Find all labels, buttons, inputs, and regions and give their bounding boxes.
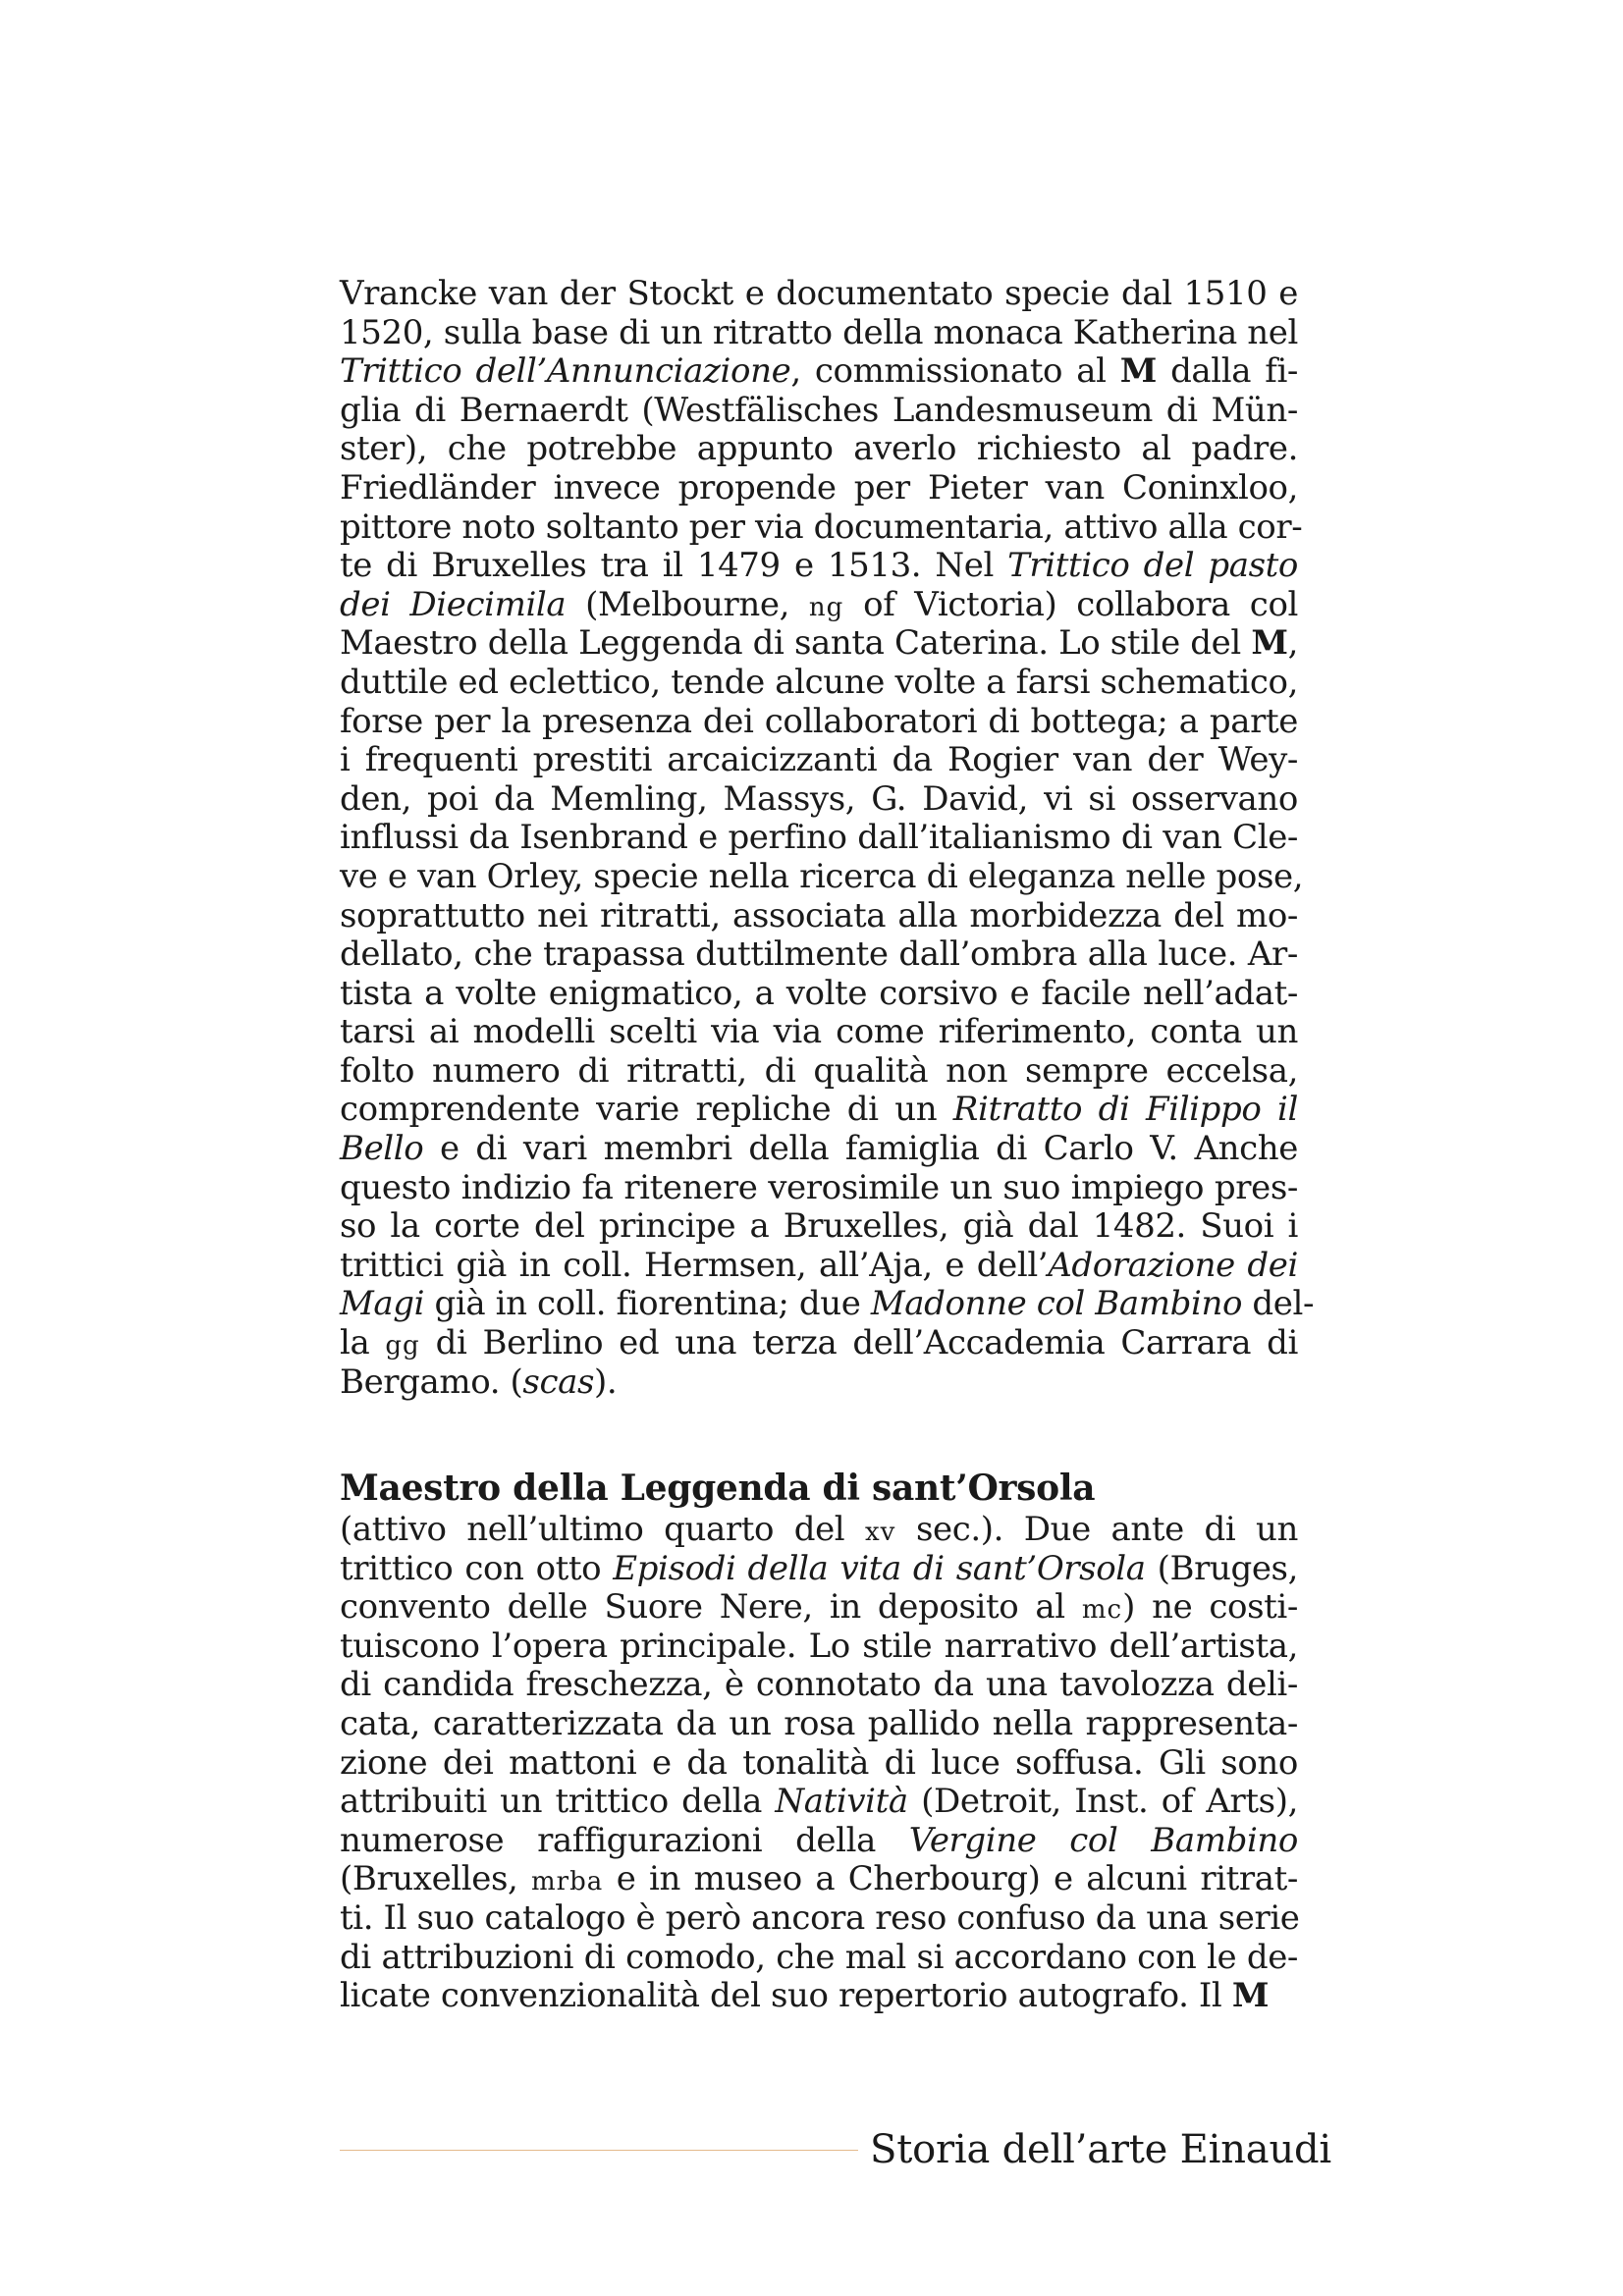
text-segment: so la corte del principe a Bruxelles, già dal 1482. Suoi i [340, 1206, 1298, 1247]
text-line [340, 275, 1298, 314]
text-line [340, 1628, 1298, 1667]
italic-title: Vergine col Bambino [908, 1820, 1298, 1860]
text-segment: forse per la presenza dei collaboratori di bottega; a parte [340, 701, 1298, 741]
text-segment: di attribuzioni di comodo, che mal si accordano con le de- [340, 1937, 1298, 1977]
text-line [340, 1169, 1298, 1208]
text-segment: zione dei mattoni e da tonalità di luce soffusa. Gli sono [340, 1742, 1298, 1783]
text-line [340, 547, 1298, 586]
small-caps-abbreviation: xv [864, 1518, 896, 1547]
text-line [340, 392, 1298, 431]
text-line [340, 1822, 1298, 1861]
italic-title: dei Diecimila [340, 584, 567, 624]
text-line [340, 624, 1298, 664]
bold-abbreviation: M [1251, 623, 1288, 664]
text-line [340, 469, 1298, 508]
entry-continuation-text [340, 274, 1315, 1402]
small-caps-abbreviation: mrba [530, 1867, 604, 1897]
text-segment: di candida freschezza, è connotato da una tavolozza deli- [340, 1665, 1298, 1705]
text-segment: già in coll. fiorentina; due [424, 1284, 871, 1324]
italic-title: Natività [775, 1782, 908, 1822]
text-line [340, 819, 1298, 858]
text-line [340, 1977, 1298, 2016]
text-line [340, 314, 1298, 353]
text-segment: influssi da Isenbrand e perfino dall’italianismo di van Cle- [340, 818, 1298, 858]
text-segment: , [1287, 623, 1298, 664]
small-caps-abbreviation: gg [385, 1331, 420, 1362]
text-line [340, 1666, 1298, 1705]
text-line [340, 352, 1298, 392]
text-segment: den, poi da Memling, Massys, G. David, vi si osservano [340, 778, 1298, 819]
text-line [340, 507, 1303, 548]
text-line [340, 1588, 1298, 1628]
text-segment: 1520, sulla base di un ritratto della monaca Katherina nel [340, 312, 1298, 352]
text-segment: la [340, 1323, 386, 1363]
italic-title: scas [522, 1362, 594, 1402]
text-line [340, 1783, 1298, 1822]
text-segment: (attivo nell’ultimo quarto del [340, 1510, 865, 1549]
text-segment: numerose raffigurazioni della [340, 1820, 909, 1860]
text-line [340, 1130, 1298, 1169]
text-segment: Vrancke van der Stockt e documentato specie dal 1510 e [340, 274, 1298, 313]
text-segment: dalla fi- [1156, 351, 1299, 392]
text-segment: ). [594, 1362, 618, 1402]
text-line [340, 586, 1298, 625]
text-line [340, 703, 1298, 742]
text-line [340, 1324, 1298, 1363]
text-line [340, 1511, 1298, 1550]
small-caps-abbreviation: mc [1081, 1595, 1123, 1626]
text-line [340, 430, 1298, 469]
text-segment: (Melbourne, [566, 584, 809, 624]
text-segment: trittico con otto [340, 1548, 614, 1588]
italic-title: Magi [340, 1284, 425, 1324]
text-line [340, 856, 1304, 897]
text-segment: duttile ed eclettico, tende alcune volte a farsi schematico, [340, 662, 1298, 702]
footer-title: Storia dell’arte Einaudi [870, 2127, 1332, 2172]
text-segment: ster), che potrebbe appunto averlo richiesto al padre. [340, 429, 1298, 469]
text-line [340, 1550, 1298, 1589]
text-line [340, 935, 1298, 975]
text-segment: glia di Bernaerdt (Westfälisches Landesmuseum di Mün- [340, 390, 1298, 430]
text-segment: sec.). Due ante di un [895, 1510, 1298, 1549]
text-segment: soprattutto nei ritratti, associata alla morbidezza del mo- [340, 895, 1298, 935]
bold-abbreviation: M [1119, 351, 1157, 392]
text-segment: pittore noto soltanto per via documentaria, attivo alla cor- [340, 507, 1303, 547]
italic-title: Adorazione dei [1048, 1245, 1298, 1285]
italic-title: Ritratto di Filippo il [952, 1090, 1298, 1130]
text-segment: (Bruxelles, [340, 1859, 531, 1899]
text-line [340, 897, 1298, 936]
text-segment: (Bruges, [1145, 1548, 1298, 1588]
text-line [340, 664, 1298, 703]
text-segment: ve e van Orley, specie nella ricerca di eleganza nelle pose, [340, 856, 1304, 896]
text-segment: Maestro della Leggenda di santa Caterina. Lo stile del [340, 623, 1252, 664]
text-line [340, 1207, 1298, 1247]
text-segment: del- [1242, 1284, 1315, 1324]
text-segment: tarsi ai modelli scelti via via come riferimento, conta un [340, 1012, 1298, 1052]
small-caps-abbreviation: ng [808, 592, 844, 622]
text-line [340, 1939, 1298, 1978]
text-segment: ti. Il suo catalogo è però ancora reso confuso da una serie [340, 1897, 1300, 1938]
text-segment: di Berlino ed una terza dell’Accademia Carrara di [419, 1323, 1298, 1363]
text-segment: trittici già in coll. Hermsen, all’Aja, e dell’ [340, 1245, 1049, 1285]
text-line [340, 1363, 1298, 1403]
bold-abbreviation: M [1231, 1976, 1270, 2016]
text-segment: (Detroit, Inst. of Arts), [907, 1782, 1298, 1822]
text-line [340, 741, 1298, 780]
text-segment: convento delle Suore Nere, in deposito al [340, 1587, 1082, 1628]
entry-ursula-text [340, 1511, 1298, 2016]
text-segment: licate convenzionalità del suo repertorio autografo. Il [340, 1976, 1232, 2016]
text-segment: i frequenti prestiti arcaicizzanti da Rogier van der Wey- [340, 740, 1298, 780]
text-segment: , commissionato al [790, 351, 1120, 392]
italic-title: Trittico dell’Annunciazione [340, 351, 791, 392]
text-line [340, 1052, 1298, 1092]
text-segment: Bergamo. ( [340, 1362, 523, 1402]
italic-title: Madonne col Bambino [870, 1284, 1243, 1324]
text-segment: of Victoria) collabora col [843, 584, 1298, 624]
entry-heading: Maestro della Leggenda di sant’Orsola [340, 1468, 1096, 1509]
text-line [340, 1013, 1298, 1052]
text-segment: attribuiti un trittico della [340, 1782, 776, 1822]
text-segment: ) ne costi- [1122, 1587, 1298, 1628]
italic-title: Trittico del pasto [1007, 546, 1298, 586]
text-segment: e di vari membri della famiglia di Carlo V. Anche [423, 1129, 1298, 1169]
text-segment: folto numero di ritratti, di qualità non sempre eccelsa, [340, 1050, 1298, 1091]
text-line [340, 780, 1298, 820]
text-line [340, 1899, 1298, 1939]
text-segment: questo indizio fa ritenere verosimile un suo impiego pres- [340, 1167, 1298, 1207]
italic-title: Episodi della vita di sant’Orsola [613, 1548, 1146, 1588]
text-segment: Friedländer invece propende per Pieter van Coninxloo, [340, 467, 1298, 507]
text-line [340, 1860, 1298, 1899]
text-line [340, 1091, 1298, 1130]
italic-title: Bello [340, 1129, 424, 1169]
text-line [340, 1744, 1298, 1784]
text-segment: e in museo a Cherbourg) e alcuni ritrat- [603, 1859, 1298, 1899]
text-line [340, 1705, 1298, 1744]
text-line [340, 975, 1298, 1014]
text-line [340, 1284, 1315, 1324]
text-segment: cata, caratterizzata da un rosa pallido nella rappresenta- [340, 1703, 1298, 1743]
footer-rule [340, 2150, 858, 2151]
text-segment: comprendente varie repliche di un [340, 1090, 953, 1130]
text-segment: tista a volte enigmatico, a volte corsivo e facile nell’adat- [340, 973, 1298, 1013]
text-segment: tuiscono l’opera principale. Lo stile narrativo dell’artista, [340, 1626, 1298, 1666]
text-line [340, 1247, 1298, 1286]
text-segment: dellato, che trapassa duttilmente dall’ombra alla luce. Ar- [340, 934, 1298, 975]
text-segment: te di Bruxelles tra il 1479 e 1513. Nel [340, 546, 1008, 586]
